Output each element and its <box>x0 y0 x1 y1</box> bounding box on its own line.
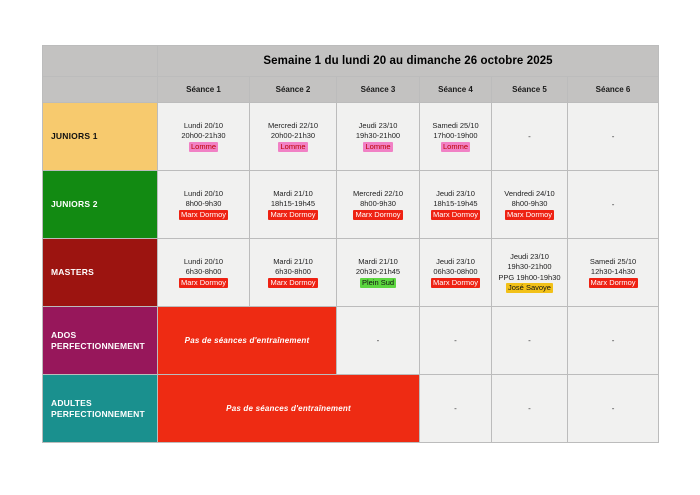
session-date: Lundi 20/10 <box>183 120 224 130</box>
schedule-row <box>43 103 659 171</box>
venue-line <box>420 142 491 153</box>
venue-badge: Lomme <box>442 141 468 151</box>
title-row <box>43 46 659 77</box>
session-time: 20h00-21h30 <box>270 131 316 141</box>
venue-badge: Lomme <box>280 141 306 151</box>
venue-line <box>250 278 336 289</box>
session-date: Jeudi 23/10 <box>436 256 475 266</box>
empty-cell: - <box>492 307 568 375</box>
empty-cell: - <box>492 375 568 443</box>
session-time: 20h00-21h30 <box>181 131 226 141</box>
venue-badge: Marx Dormoy <box>506 209 552 219</box>
empty-cell: - <box>337 307 420 375</box>
column-header-seance-6: Séance 6 <box>568 77 659 103</box>
empty-cell: - <box>420 307 492 375</box>
session-time: 6h30-8h00 <box>275 267 311 277</box>
session-time: 6h30-8h00 <box>185 267 222 277</box>
row-label: ADOS PERFECTIONNEMENT <box>43 307 158 375</box>
venue-line <box>492 283 567 294</box>
session-cell <box>420 103 492 171</box>
session-cell <box>492 171 568 239</box>
column-header-seance-1: Séance 1 <box>158 77 250 103</box>
session-cell <box>337 239 420 307</box>
venue-badge: Marx Dormoy <box>270 277 316 287</box>
session-time: 18h15-19h45 <box>270 199 316 209</box>
session-date: Mardi 21/10 <box>358 256 398 266</box>
session-cell <box>568 239 659 307</box>
venue-badge: Marx Dormoy <box>355 209 401 219</box>
session-date: Jeudi 23/10 <box>358 120 398 130</box>
session-date: Lundi 20/10 <box>183 188 224 198</box>
session-date: Jeudi 23/10 <box>510 251 549 261</box>
empty-cell: - <box>568 171 659 239</box>
session-date: Mercredi 22/10 <box>352 188 404 198</box>
empty-cell: - <box>568 103 659 171</box>
row-label: MASTERS <box>43 239 158 307</box>
column-header-seance-4: Séance 4 <box>420 77 492 103</box>
session-time: 19h30-21h00 <box>507 262 552 271</box>
column-header-seance-5: Séance 5 <box>492 77 568 103</box>
venue-badge: Marx Dormoy <box>432 277 478 287</box>
no-session-cell: Pas de séances d'entraînement <box>158 307 337 375</box>
session-time: 20h30-21h45 <box>355 267 401 277</box>
session-time: 8h00-9h30 <box>360 199 396 209</box>
session-date: Mercredi 22/10 <box>267 120 319 130</box>
venue-line <box>250 210 336 221</box>
venue-line <box>250 142 336 153</box>
session-time: PPG 19h00-19h30 <box>498 272 561 282</box>
session-time: 8h00-9h30 <box>511 199 548 209</box>
empty-cell: - <box>568 375 659 443</box>
empty-cell: - <box>568 307 659 375</box>
session-cell <box>158 171 250 239</box>
venue-badge: Marx Dormoy <box>590 277 636 287</box>
row-label: JUNIORS 1 <box>43 103 158 171</box>
session-cell <box>492 239 568 307</box>
corner-cell-top <box>43 46 158 77</box>
venue-line <box>420 210 491 221</box>
venue-badge: José Savoye <box>508 283 551 292</box>
session-time: 18h15-19h45 <box>433 199 478 209</box>
venue-line <box>420 278 491 289</box>
venue-badge: Marx Dormoy <box>180 209 226 219</box>
training-schedule-table <box>42 45 659 443</box>
row-label: JUNIORS 2 <box>43 171 158 239</box>
venue-badge: Lomme <box>365 141 391 151</box>
schedule-row <box>43 375 659 443</box>
session-time: 12h30-14h30 <box>590 267 636 277</box>
session-cell <box>250 239 337 307</box>
venue-badge: Marx Dormoy <box>180 277 226 287</box>
session-time: 8h00-9h30 <box>185 199 222 209</box>
venue-line <box>568 278 658 289</box>
column-header-row <box>43 77 659 103</box>
session-time: 19h30-21h00 <box>355 131 401 141</box>
session-date: Samedi 25/10 <box>432 120 479 130</box>
venue-badge: Plein Sud <box>361 277 395 287</box>
session-date: Mardi 21/10 <box>273 188 313 198</box>
session-date: Jeudi 23/10 <box>436 188 475 198</box>
session-cell <box>250 171 337 239</box>
venue-line <box>337 142 419 153</box>
session-date: Vendredi 24/10 <box>504 188 555 198</box>
session-cell <box>250 103 337 171</box>
row-label: ADULTES PERFECTIONNEMENT <box>43 375 158 443</box>
schedule-row <box>43 307 659 375</box>
session-cell <box>158 239 250 307</box>
venue-line <box>492 210 567 221</box>
venue-badge: Lomme <box>190 141 216 151</box>
session-date: Mardi 21/10 <box>273 256 313 266</box>
schedule-row <box>43 171 659 239</box>
corner-cell-bottom <box>43 77 158 103</box>
venue-badge: Marx Dormoy <box>432 209 478 219</box>
empty-cell: - <box>420 375 492 443</box>
venue-line <box>158 210 249 221</box>
venue-line <box>337 210 419 221</box>
no-session-cell: Pas de séances d'entraînement <box>158 375 420 443</box>
session-cell <box>337 103 420 171</box>
venue-line <box>158 142 249 153</box>
session-time: 06h30-08h00 <box>433 267 478 277</box>
venue-line <box>158 278 249 289</box>
venue-badge: Marx Dormoy <box>270 209 316 219</box>
venue-line <box>337 278 419 289</box>
empty-cell: - <box>492 103 568 171</box>
session-cell <box>420 239 492 307</box>
session-time: 17h00-19h00 <box>433 131 478 141</box>
session-date: Lundi 20/10 <box>183 256 224 266</box>
week-title: Semaine 1 du lundi 20 au dimanche 26 octobre 2025 <box>158 46 659 77</box>
session-date: Samedi 25/10 <box>589 256 637 266</box>
column-header-seance-2: Séance 2 <box>250 77 337 103</box>
session-cell <box>158 103 250 171</box>
session-cell <box>337 171 420 239</box>
session-cell <box>420 171 492 239</box>
column-header-seance-3: Séance 3 <box>337 77 420 103</box>
schedule-row <box>43 239 659 307</box>
